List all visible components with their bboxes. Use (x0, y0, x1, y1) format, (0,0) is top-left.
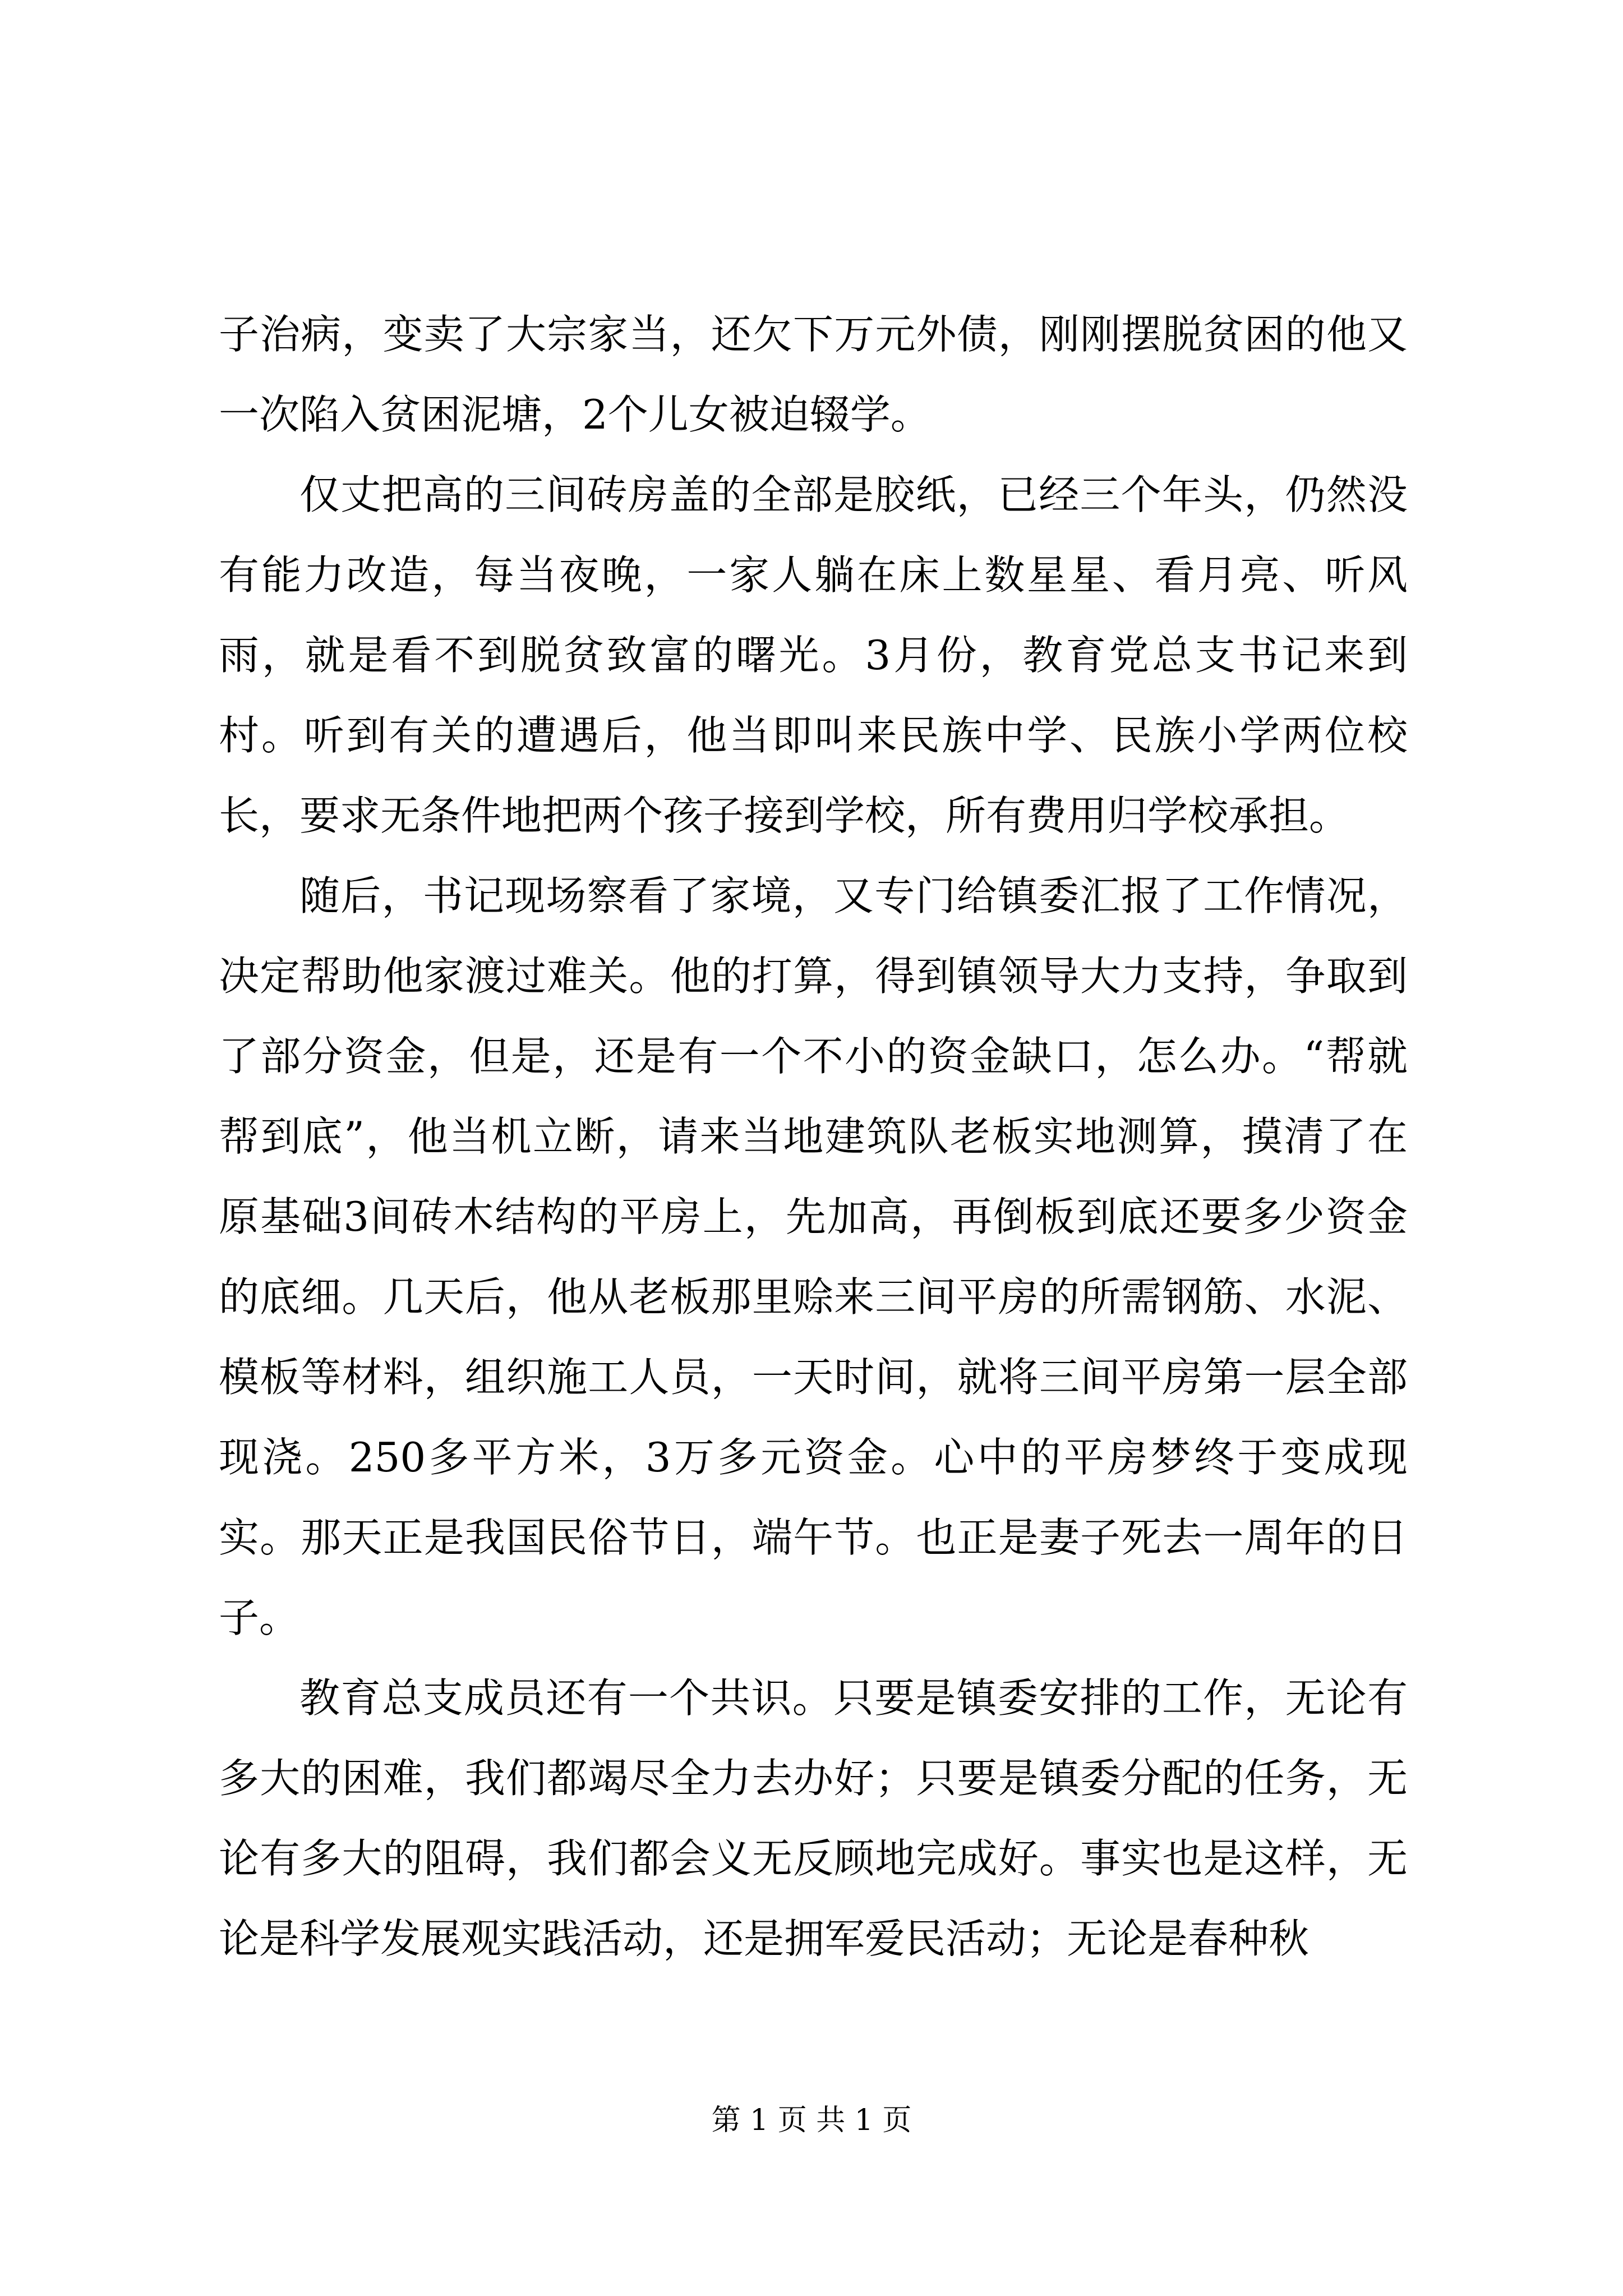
paragraph-2: 仅丈把高的三间砖房盖的全部是胶纸，已经三个年头，仍然没有能力改造，每当夜晚，一家人躺在床上数星星、看月亮、听风雨，就是看不到脱贫致富的曙光。3月份，教育党总支书记来到村。听到有关的遭遇后，他当即叫来民族中学、民族小学两位校长，要求无条件地把两个孩子接到学校，所有费用归学校承担。 (219, 471, 1408, 839)
page-footer: 第 1 页 共 1 页 (711, 2104, 912, 2137)
paragraph-1: 子治病，变卖了大宗家当，还欠下万元外债，刚刚摆脱贫困的他又一次陷入贫困泥塘，2个儿女被迫辍学。 (219, 311, 1408, 438)
paragraph-3: 随后，书记现场察看了家境，又专门给镇委汇报了工作情况，决定帮助他家渡过难关。他的打算，得到镇领导大力支持，争取到了部分资金，但是，还是有一个不小的资金缺口，怎么办。“帮就帮到底”，他当机立断，请来当地建筑队老板实地测算，摸清了在原基础3间砖木结构的平房上，先加高，再倒板到底还要多少资金的底细。几天后，他从老板那里赊来三间平房的所需钢筋、水泥、模板等材料，组织施工人员，一天时间，就将三间平房第一层全部现浇。250多平方米，3万多元资金。心中的平房梦终于变成现实。那天正是我国民俗节日，端午节。也正是妻子死去一周年的日子。 (219, 872, 1408, 1641)
document-body (219, 295, 1408, 1979)
paragraph-4: 教育总支成员还有一个共识。只要是镇委安排的工作，无论有多大的困难，我们都竭尽全力去办好；只要是镇委分配的任务，无论有多大的阻碍，我们都会义无反顾地完成好。事实也是这样，无论是科学发展观实践活动，还是拥军爱民活动；无论是春种秋 (219, 1674, 1408, 1962)
